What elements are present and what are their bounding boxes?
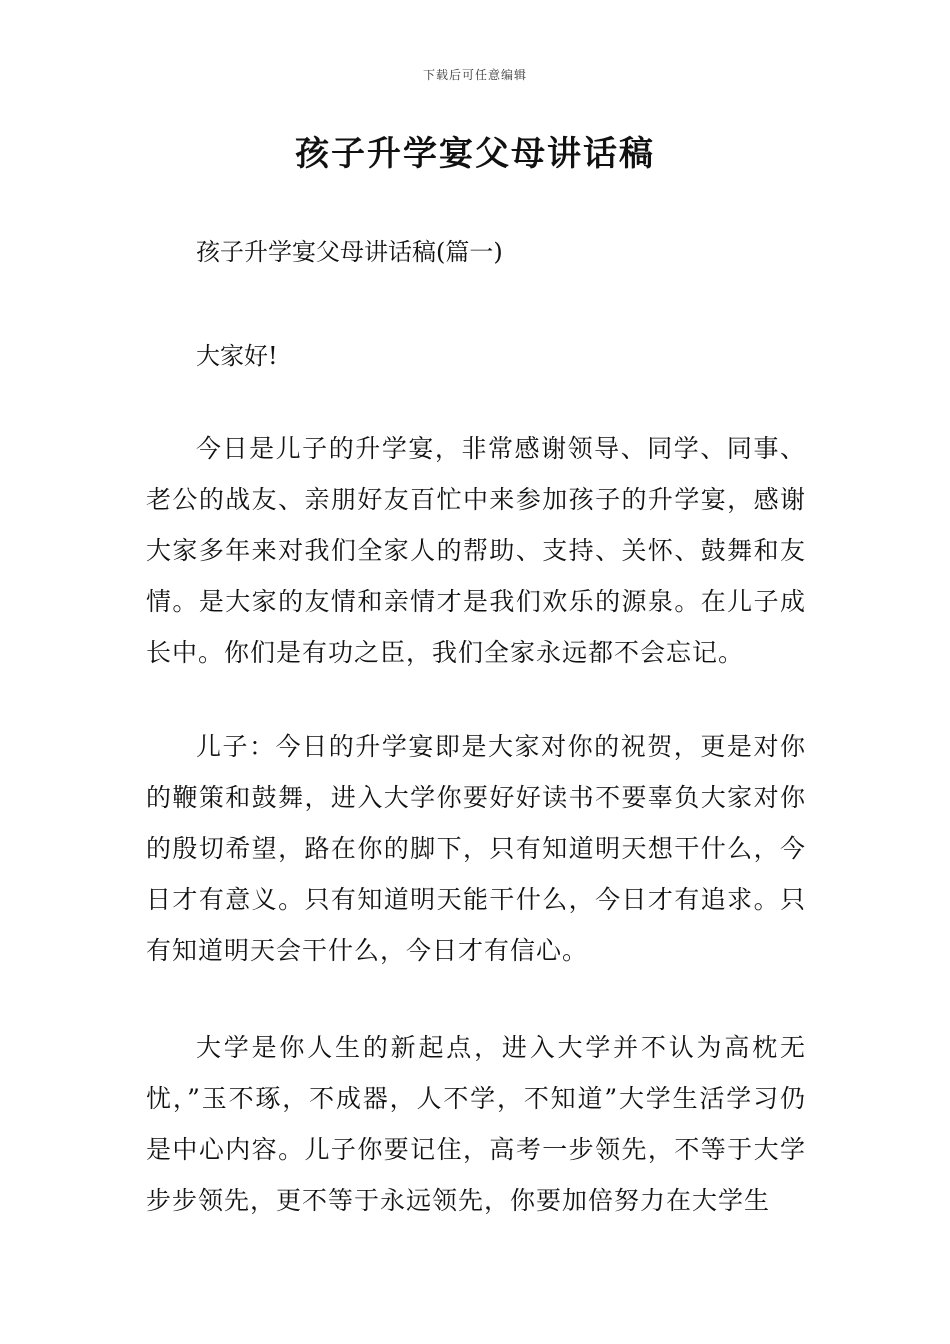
paragraph-2: 儿子：今日的升学宴即是大家对你的祝贺，更是对你的鞭策和鼓舞，进入大学你要好好读书不要辜负大家对你的殷切希望，路在你的脚下，只有知道明天想干什么，今日才有意义。只有知道明天能干什么，今日才有追求。只有知道明天会干什么，今日才有信心。	[146, 732, 806, 965]
paragraph-1: 今日是儿子的升学宴，非常感谢领导、同学、同事、老公的战友、亲朋好友百忙中来参加孩子的升学宴，感谢大家多年来对我们全家人的帮助、支持、关怀、鼓舞和友情。是大家的友情和亲情才是我们欢乐的源泉。在儿子成长中。你们是有功之臣，我们全家永远都不会忘记。	[146, 434, 806, 667]
document-subtitle: 孩子升学宴父母讲话稿(篇一)	[196, 238, 503, 266]
paragraph-3: 大学是你人生的新起点，进入大学并不认为高枕无忧，”玉不琢，不成器，人不学，不知道”大学生活学习仍是中心内容。儿子你要记住，高考一步领先，不等于大学步步领先，更不等于永远领先，你要加倍努力在大学生	[146, 1033, 806, 1215]
header-note: 下载后可任意编辑	[422, 68, 527, 82]
document-title: 孩子升学宴父母讲话稿	[295, 134, 655, 174]
greeting: 大家好!	[196, 342, 278, 370]
